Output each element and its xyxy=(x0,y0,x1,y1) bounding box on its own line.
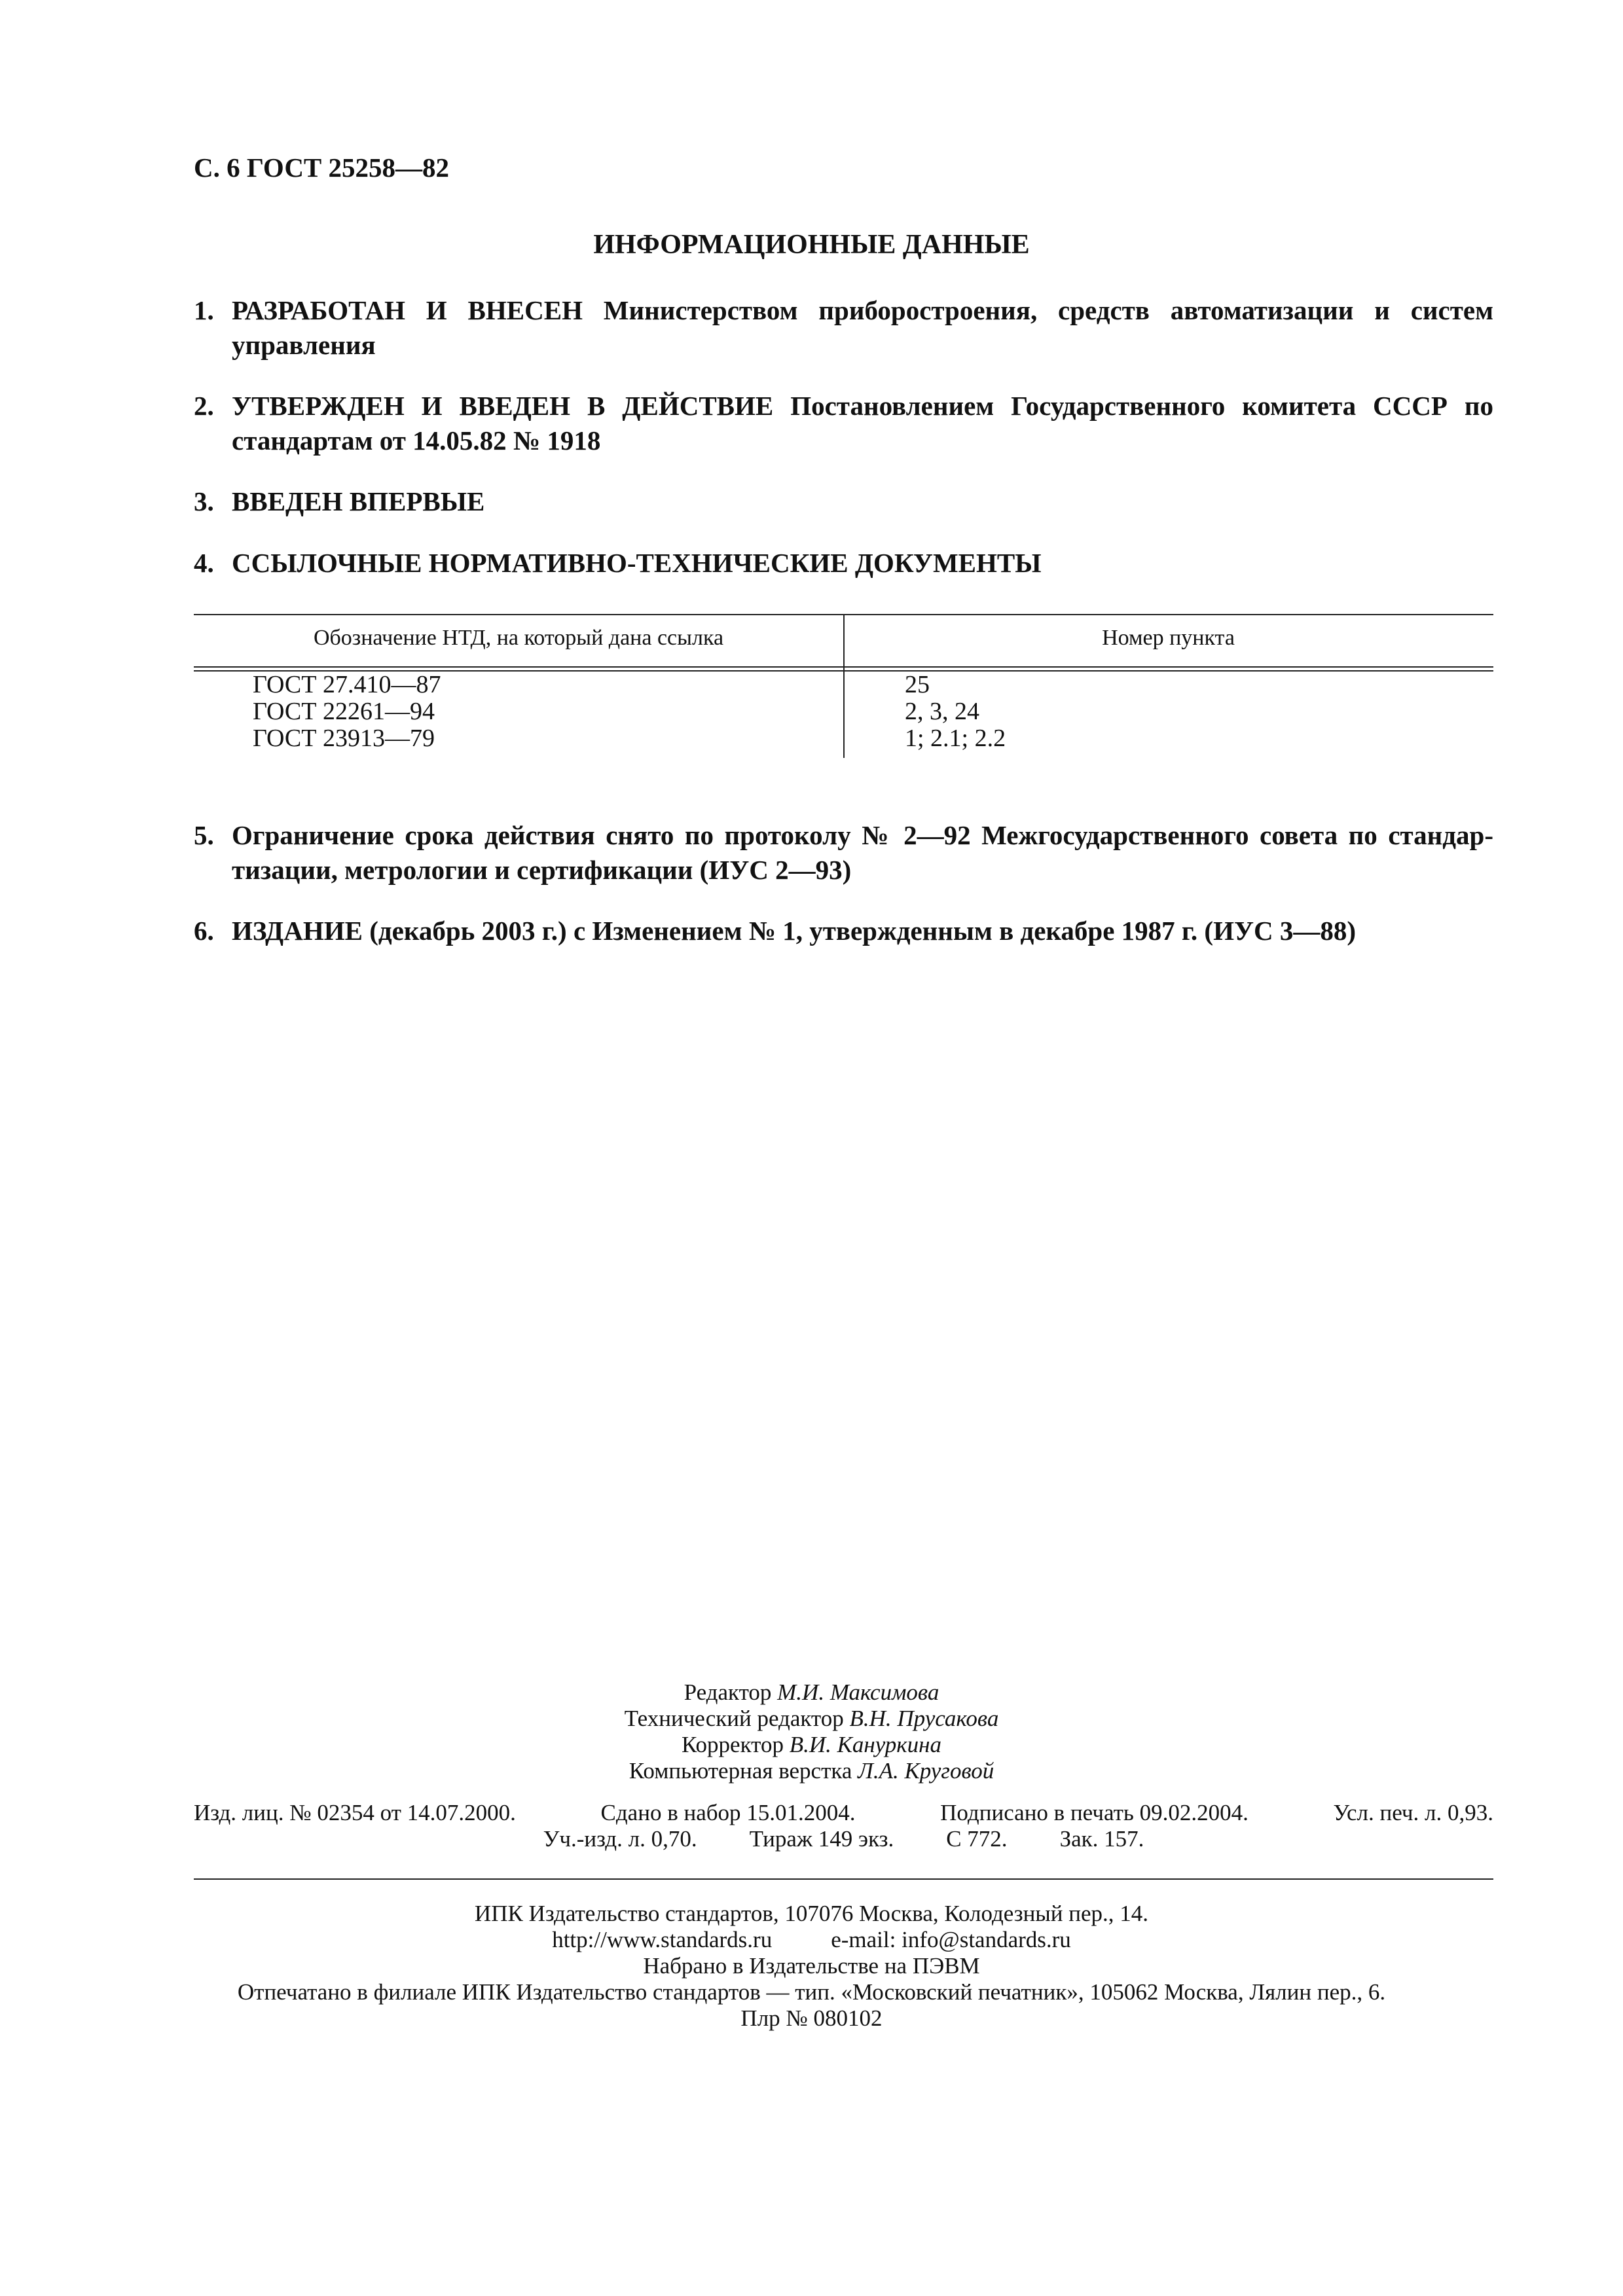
column-header-document: Обозначение НТД, на который дана ссылка xyxy=(313,626,724,650)
item-text: Ограничение срока действия снято по протоколу № 2—92 Межгосударственного совета по стандар-тизации, метрологии и сертификации (ИУС 2—93) xyxy=(232,820,1493,885)
item-text: УТВЕРЖДЕН И ВВЕДЕН В ДЕЙСТВИЕ Постановлением Государственного комитета СССР по стандартам от 14.05.82 № 1918 xyxy=(232,391,1493,456)
credit-name: В.Н. Прусакова xyxy=(849,1706,999,1731)
credit-line xyxy=(0,1758,1623,1784)
credit-role: Корректор xyxy=(681,1732,784,1757)
editorial-credits xyxy=(0,1679,1623,1784)
typeset-note: Набрано в Издательстве на ПЭВМ xyxy=(643,1953,980,1979)
item-number: 1. xyxy=(194,295,214,325)
publication-info-line xyxy=(194,1800,1493,1826)
table-cell-point: 2, 3, 24 xyxy=(905,698,979,725)
order-number: Зак. 157. xyxy=(1059,1826,1144,1852)
section-title: ИНФОРМАЦИОННЫЕ ДАННЫЕ xyxy=(593,230,1030,260)
item-number: 6. xyxy=(194,916,214,946)
info-item-5 xyxy=(194,818,1493,888)
website-link[interactable]: http://www.standards.ru xyxy=(552,1927,773,1952)
item-text: ВВЕДЕН ВПЕРВЫЕ xyxy=(232,486,485,516)
info-item-2 xyxy=(194,389,1493,458)
print-signed-date: Подписано в печать 09.02.2004. xyxy=(940,1800,1249,1825)
document-column xyxy=(253,672,441,752)
credit-line xyxy=(0,1732,1623,1758)
credit-name: М.И. Максимова xyxy=(777,1679,939,1705)
item-number: 3. xyxy=(194,486,214,516)
catalog-number: С 772. xyxy=(946,1826,1008,1852)
publisher-contacts xyxy=(0,1927,1623,1953)
table-cell-document: ГОСТ 27.410—87 xyxy=(253,671,441,698)
credit-name: В.И. Кануркина xyxy=(789,1732,942,1757)
item-number: 5. xyxy=(194,820,214,850)
item-text: ССЫЛОЧНЫЕ НОРМАТИВНО-ТЕХНИЧЕСКИЕ ДОКУМЕНТЫ xyxy=(232,548,1042,578)
imprint xyxy=(0,1901,1623,2032)
table-cell-document: ГОСТ 23913—79 xyxy=(253,725,435,752)
publication-info xyxy=(194,1800,1493,1852)
item-text: ИЗДАНИЕ (декабрь 2003 г.) с Изменением № 1, утвержденным в декабре 1987 г. (ИУС 3—88) xyxy=(232,916,1357,946)
info-item-3 xyxy=(194,484,1493,519)
publication-info-line xyxy=(194,1826,1493,1852)
column-header-point: Номер пункта xyxy=(1102,626,1235,650)
info-item-4 xyxy=(194,546,1493,581)
page-header: С. 6 ГОСТ 25258—82 xyxy=(194,152,450,183)
table-cell-document: ГОСТ 22261—94 xyxy=(253,698,435,725)
print-run: Тираж 149 экз. xyxy=(749,1826,894,1852)
publisher-sheets: Уч.-изд. л. 0,70. xyxy=(543,1826,697,1852)
publisher-address: ИПК Издательство стандартов, 107076 Москва, Колодезный пер., 14. xyxy=(474,1901,1149,1926)
footer-divider xyxy=(194,1878,1493,1880)
email-link[interactable]: e-mail: info@standards.ru xyxy=(831,1927,1071,1952)
reference-documents-table xyxy=(194,614,1493,758)
credit-line xyxy=(0,1679,1623,1706)
printer-note: Отпечатано в филиале ИПК Издательство стандартов — тип. «Московский печатник», 105062 Москва, Лялин пер., 6. xyxy=(237,1979,1386,2005)
info-item-1 xyxy=(194,293,1493,363)
item-text: РАЗРАБОТАН И ВНЕСЕН Министерством приборостроения, средств автоматизации и систем управления xyxy=(232,295,1493,360)
table-cell-point: 1; 2.1; 2.2 xyxy=(905,725,1006,752)
column-divider xyxy=(843,614,845,758)
item-number: 2. xyxy=(194,391,214,421)
credit-line xyxy=(0,1706,1623,1732)
info-item-6 xyxy=(194,914,1493,948)
credit-role: Редактор xyxy=(684,1679,772,1705)
license-info: Изд. лиц. № 02354 от 14.07.2000. xyxy=(194,1800,516,1825)
credit-role: Технический редактор xyxy=(624,1706,844,1731)
typesetting-date: Сдано в набор 15.01.2004. xyxy=(600,1800,856,1825)
print-sheets: Усл. печ. л. 0,93. xyxy=(1333,1800,1493,1825)
credit-role: Компьютерная верстка xyxy=(629,1758,852,1784)
credit-name: Л.А. Круговой xyxy=(858,1758,994,1784)
point-column xyxy=(905,672,1006,752)
item-number: 4. xyxy=(194,548,214,578)
plr-number: Плр № 080102 xyxy=(740,2005,883,2031)
table-cell-point: 25 xyxy=(905,671,930,698)
